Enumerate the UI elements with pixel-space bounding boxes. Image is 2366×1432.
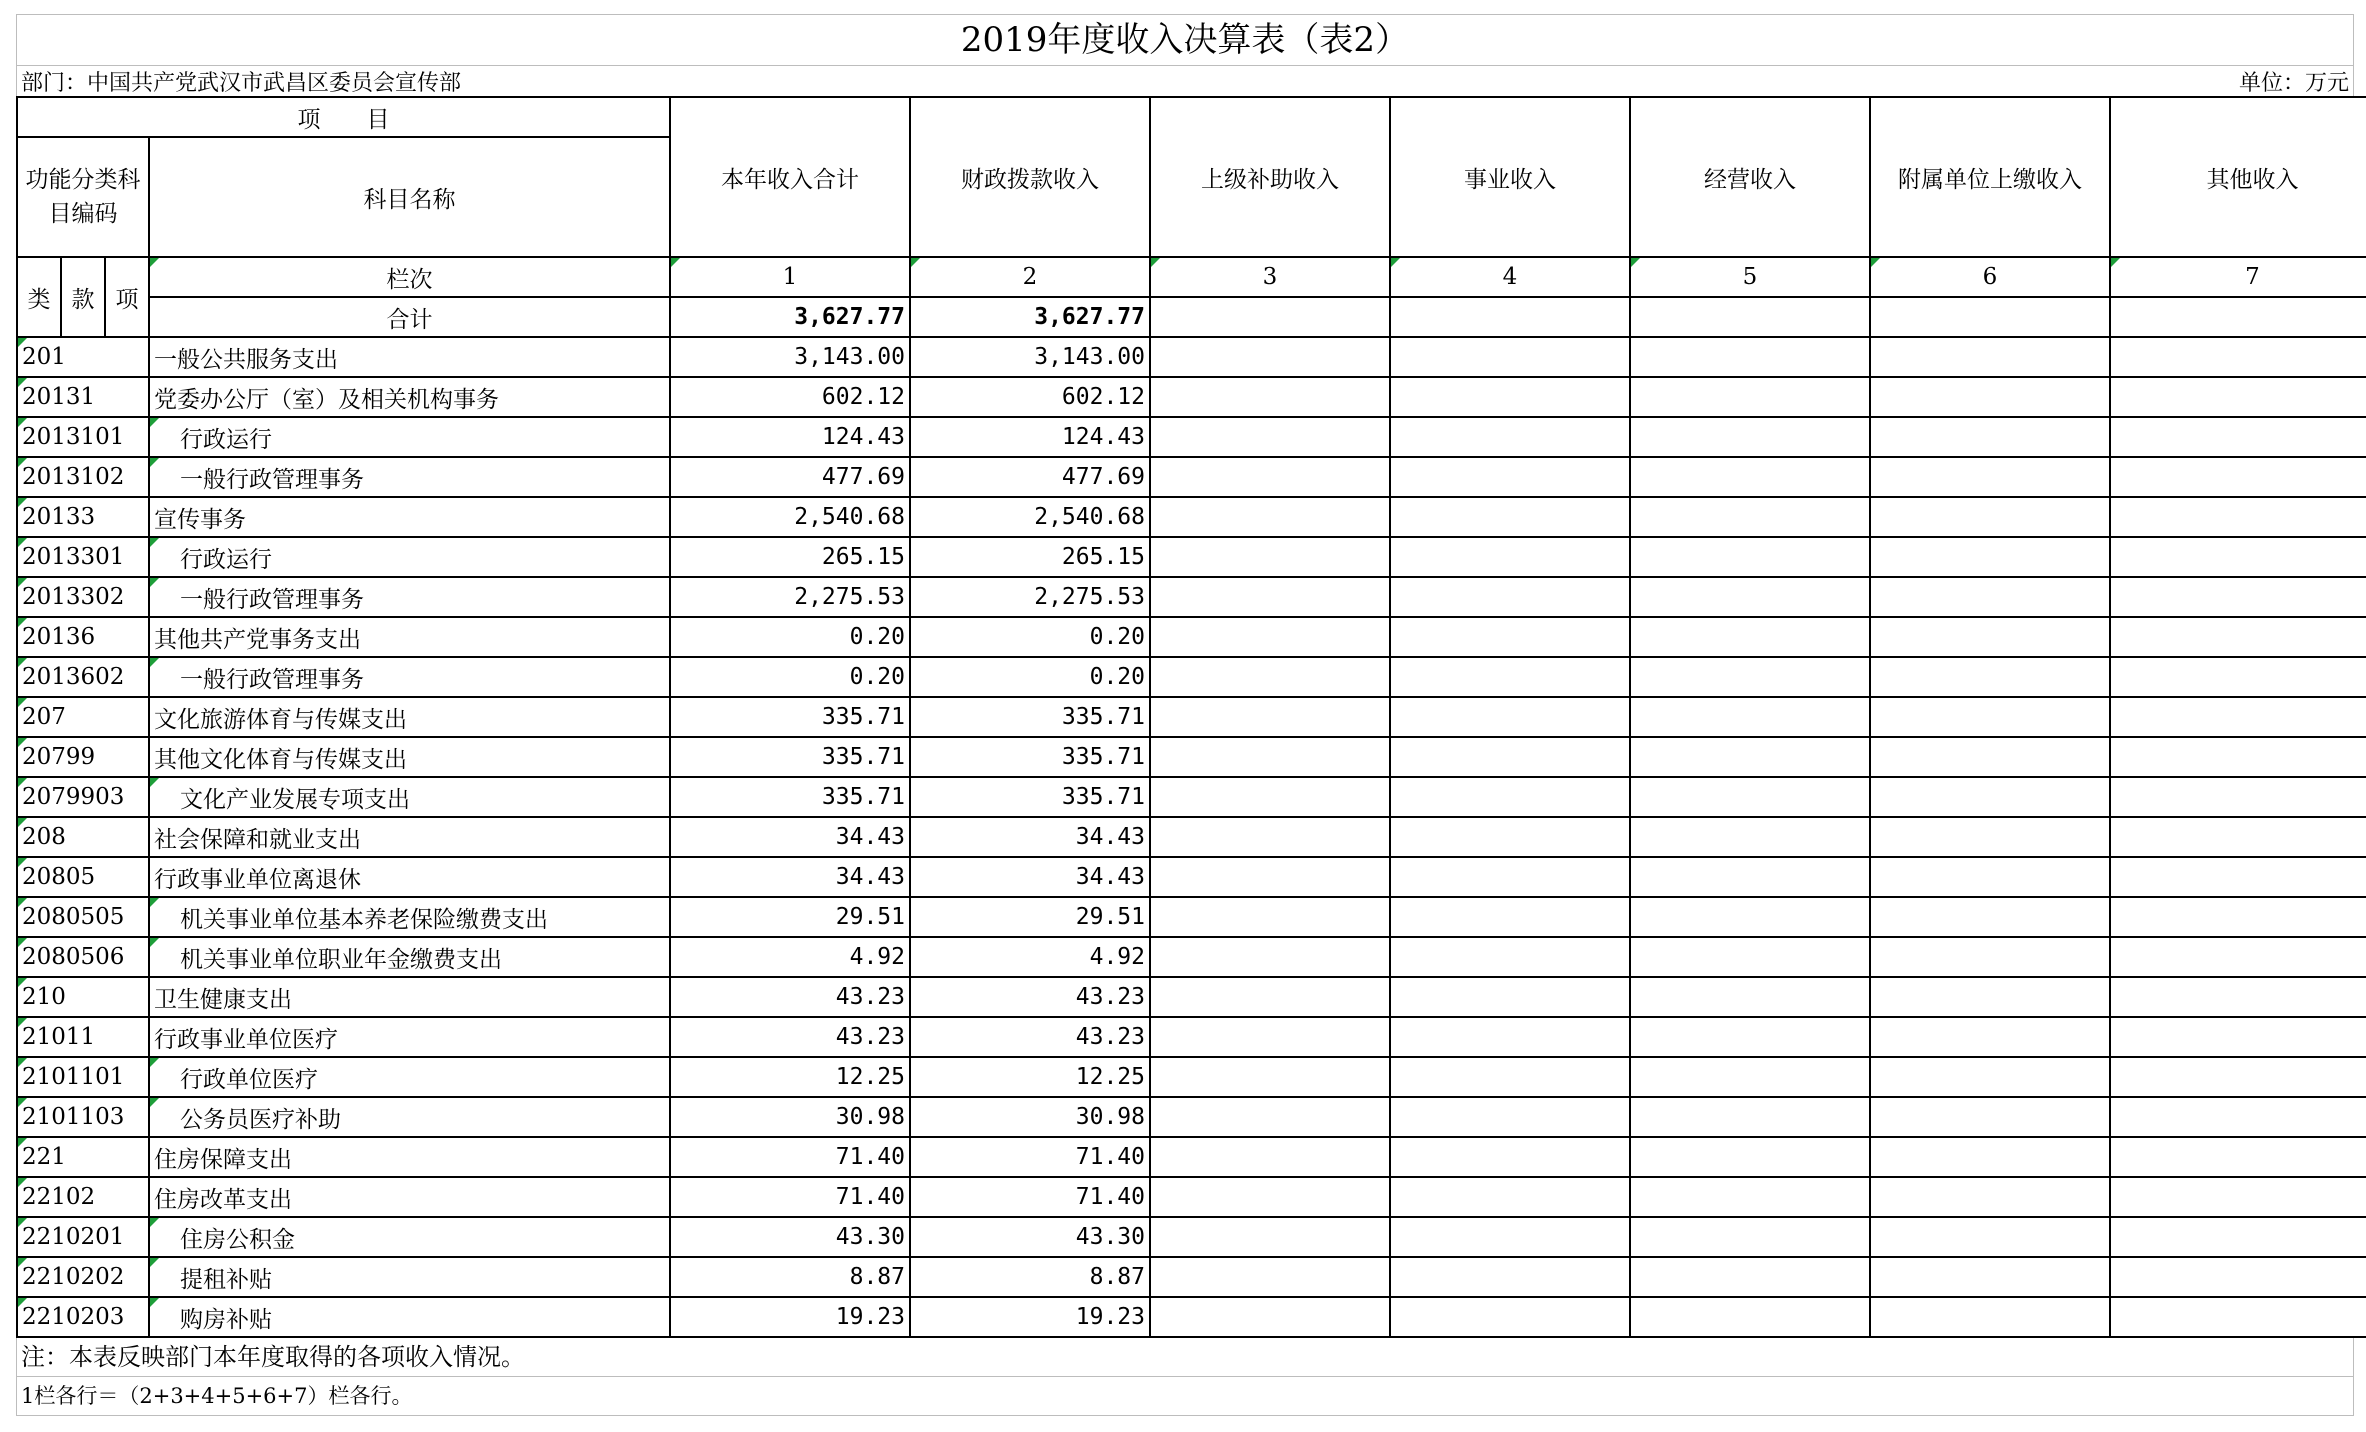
row-value-col-3 — [1150, 777, 1390, 817]
row-value-col-2: 602.12 — [910, 377, 1150, 417]
table-row — [17, 937, 2366, 977]
department-label: 部门：中国共产党武汉市武昌区委员会宣传部 — [21, 70, 462, 96]
row-name: 其他共产党事务支出 — [149, 617, 670, 657]
row-code: 2079903 — [17, 777, 149, 817]
row-name: 提租补贴 — [149, 1257, 670, 1297]
row-value-col-4 — [1390, 1097, 1630, 1137]
row-value-col-7 — [2110, 737, 2366, 777]
total-col-2: 3,627.77 — [910, 297, 1150, 337]
total-row — [17, 297, 2366, 337]
col-header-2: 财政拨款收入 — [910, 97, 1150, 257]
row-value-col-5 — [1630, 1097, 1870, 1137]
row-value-col-4 — [1390, 857, 1630, 897]
row-value-col-5 — [1630, 937, 1870, 977]
row-value-col-5 — [1630, 1137, 1870, 1177]
row-value-col-2: 2,275.53 — [910, 577, 1150, 617]
table-row — [17, 1257, 2366, 1297]
row-value-col-4 — [1390, 337, 1630, 377]
table-row — [17, 897, 2366, 937]
header-row-numbers — [17, 257, 2366, 297]
row-value-col-1: 265.15 — [670, 537, 910, 577]
row-value-col-1: 34.43 — [670, 817, 910, 857]
row-value-col-3 — [1150, 897, 1390, 937]
row-value-col-3 — [1150, 377, 1390, 417]
row-value-col-5 — [1630, 577, 1870, 617]
row-code: 2101103 — [17, 1097, 149, 1137]
row-value-col-5 — [1630, 1057, 1870, 1097]
row-value-col-3 — [1150, 1097, 1390, 1137]
row-value-col-2: 335.71 — [910, 697, 1150, 737]
row-value-col-2: 43.23 — [910, 1017, 1150, 1057]
col-header-5: 经营收入 — [1630, 97, 1870, 257]
row-value-col-5 — [1630, 497, 1870, 537]
row-value-col-6 — [1870, 377, 2110, 417]
row-value-col-7 — [2110, 977, 2366, 1017]
row-value-col-4 — [1390, 657, 1630, 697]
total-col-1: 3,627.77 — [670, 297, 910, 337]
table-row — [17, 537, 2366, 577]
row-value-col-6 — [1870, 617, 2110, 657]
row-value-col-1: 0.20 — [670, 617, 910, 657]
row-value-col-3 — [1150, 457, 1390, 497]
row-value-col-3 — [1150, 657, 1390, 697]
row-value-col-4 — [1390, 1177, 1630, 1217]
row-name: 行政运行 — [149, 537, 670, 577]
row-value-col-4 — [1390, 1057, 1630, 1097]
row-value-col-6 — [1870, 737, 2110, 777]
row-value-col-6 — [1870, 417, 2110, 457]
row-value-col-5 — [1630, 617, 1870, 657]
total-col-5 — [1630, 297, 1870, 337]
table-row — [17, 977, 2366, 1017]
row-value-col-2: 2,540.68 — [910, 497, 1150, 537]
table-row — [17, 1017, 2366, 1057]
row-code: 2101101 — [17, 1057, 149, 1097]
row-value-col-3 — [1150, 1057, 1390, 1097]
total-label: 合计 — [149, 297, 670, 337]
row-value-col-2: 71.40 — [910, 1177, 1150, 1217]
row-value-col-3 — [1150, 1017, 1390, 1057]
row-value-col-1: 71.40 — [670, 1177, 910, 1217]
row-value-col-3 — [1150, 497, 1390, 537]
row-name: 住房保障支出 — [149, 1137, 670, 1177]
row-value-col-7 — [2110, 657, 2366, 697]
row-value-col-7 — [2110, 1217, 2366, 1257]
row-value-col-5 — [1630, 1177, 1870, 1217]
row-name: 党委办公厅（室）及相关机构事务 — [149, 377, 670, 417]
row-value-col-4 — [1390, 737, 1630, 777]
row-value-col-1: 8.87 — [670, 1257, 910, 1297]
row-value-col-5 — [1630, 377, 1870, 417]
header-row-item — [17, 97, 2366, 137]
table-row — [17, 777, 2366, 817]
name-header: 科目名称 — [149, 137, 670, 257]
row-value-col-6 — [1870, 937, 2110, 977]
row-value-col-1: 43.23 — [670, 977, 910, 1017]
row-value-col-7 — [2110, 857, 2366, 897]
row-value-col-4 — [1390, 977, 1630, 1017]
row-value-col-1: 4.92 — [670, 937, 910, 977]
row-value-col-7 — [2110, 1097, 2366, 1137]
row-value-col-4 — [1390, 537, 1630, 577]
row-name: 住房公积金 — [149, 1217, 670, 1257]
row-code: 201 — [17, 337, 149, 377]
row-value-col-3 — [1150, 817, 1390, 857]
row-value-col-6 — [1870, 1097, 2110, 1137]
row-code: 20136 — [17, 617, 149, 657]
row-name: 公务员医疗补助 — [149, 1097, 670, 1137]
row-value-col-1: 335.71 — [670, 777, 910, 817]
row-value-col-3 — [1150, 617, 1390, 657]
row-code: 20131 — [17, 377, 149, 417]
row-value-col-4 — [1390, 1217, 1630, 1257]
row-value-col-6 — [1870, 977, 2110, 1017]
row-value-col-4 — [1390, 937, 1630, 977]
row-value-col-2: 43.23 — [910, 977, 1150, 1017]
row-value-col-3 — [1150, 977, 1390, 1017]
row-value-col-4 — [1390, 377, 1630, 417]
row-value-col-7 — [2110, 1017, 2366, 1057]
row-value-col-1: 335.71 — [670, 737, 910, 777]
row-code: 2013602 — [17, 657, 149, 697]
row-code: 2080505 — [17, 897, 149, 937]
row-value-col-3 — [1150, 697, 1390, 737]
row-value-col-6 — [1870, 1017, 2110, 1057]
income-table — [16, 96, 2366, 1338]
row-code: 2013102 — [17, 457, 149, 497]
row-value-col-4 — [1390, 1297, 1630, 1337]
row-value-col-1: 71.40 — [670, 1137, 910, 1177]
row-value-col-7 — [2110, 377, 2366, 417]
row-value-col-5 — [1630, 417, 1870, 457]
row-code: 2080506 — [17, 937, 149, 977]
row-value-col-4 — [1390, 617, 1630, 657]
table-row — [17, 337, 2366, 377]
row-value-col-1: 12.25 — [670, 1057, 910, 1097]
row-name: 住房改革支出 — [149, 1177, 670, 1217]
row-value-col-2: 4.92 — [910, 937, 1150, 977]
row-name: 卫生健康支出 — [149, 977, 670, 1017]
table-row — [17, 697, 2366, 737]
row-name: 机关事业单位职业年金缴费支出 — [149, 937, 670, 977]
row-code: 2210201 — [17, 1217, 149, 1257]
row-value-col-2: 477.69 — [910, 457, 1150, 497]
row-value-col-1: 602.12 — [670, 377, 910, 417]
table-row — [17, 1177, 2366, 1217]
row-value-col-7 — [2110, 1137, 2366, 1177]
row-value-col-5 — [1630, 817, 1870, 857]
row-value-col-7 — [2110, 777, 2366, 817]
row-value-col-6 — [1870, 817, 2110, 857]
row-value-col-1: 2,275.53 — [670, 577, 910, 617]
spreadsheet — [16, 14, 2354, 1416]
row-value-col-7 — [2110, 697, 2366, 737]
row-value-col-6 — [1870, 1137, 2110, 1177]
row-value-col-2: 19.23 — [910, 1297, 1150, 1337]
note-1: 注：本表反映部门本年度取得的各项收入情况。 — [16, 1338, 2354, 1377]
table-row — [17, 1137, 2366, 1177]
table-row — [17, 1297, 2366, 1337]
row-value-col-2: 12.25 — [910, 1057, 1150, 1097]
row-name: 文化产业发展专项支出 — [149, 777, 670, 817]
table-row — [17, 737, 2366, 777]
row-value-col-4 — [1390, 497, 1630, 537]
row-value-col-2: 265.15 — [910, 537, 1150, 577]
row-code: 2013301 — [17, 537, 149, 577]
col-number-5: 5 — [1630, 257, 1870, 297]
row-value-col-1: 43.30 — [670, 1217, 910, 1257]
row-value-col-1: 19.23 — [670, 1297, 910, 1337]
table-row — [17, 417, 2366, 457]
row-value-col-2: 8.87 — [910, 1257, 1150, 1297]
xiang-header: 项 — [105, 257, 149, 337]
row-value-col-3 — [1150, 857, 1390, 897]
table-row — [17, 817, 2366, 857]
col-number-7: 7 — [2110, 257, 2366, 297]
row-value-col-2: 29.51 — [910, 897, 1150, 937]
col-header-1: 本年收入合计 — [670, 97, 910, 257]
row-value-col-1: 43.23 — [670, 1017, 910, 1057]
col-number-3: 3 — [1150, 257, 1390, 297]
table-row — [17, 617, 2366, 657]
row-value-col-2: 0.20 — [910, 657, 1150, 697]
row-value-col-5 — [1630, 777, 1870, 817]
row-value-col-5 — [1630, 1257, 1870, 1297]
row-name: 机关事业单位基本养老保险缴费支出 — [149, 897, 670, 937]
row-value-col-2: 124.43 — [910, 417, 1150, 457]
row-value-col-3 — [1150, 1257, 1390, 1297]
row-name: 一般行政管理事务 — [149, 657, 670, 697]
row-value-col-6 — [1870, 457, 2110, 497]
row-value-col-5 — [1630, 1297, 1870, 1337]
row-value-col-6 — [1870, 897, 2110, 937]
code-header: 功能分类科目编码 — [17, 137, 149, 257]
row-value-col-3 — [1150, 417, 1390, 457]
col-number-4: 4 — [1390, 257, 1630, 297]
row-value-col-2: 335.71 — [910, 737, 1150, 777]
row-value-col-4 — [1390, 897, 1630, 937]
total-col-3 — [1150, 297, 1390, 337]
table-row — [17, 577, 2366, 617]
table-row — [17, 377, 2366, 417]
column-index-label: 栏次 — [149, 257, 670, 297]
row-value-col-1: 2,540.68 — [670, 497, 910, 537]
row-value-col-5 — [1630, 457, 1870, 497]
row-value-col-5 — [1630, 1217, 1870, 1257]
row-value-col-1: 29.51 — [670, 897, 910, 937]
row-value-col-3 — [1150, 577, 1390, 617]
item-header: 项 目 — [17, 97, 670, 137]
row-value-col-7 — [2110, 937, 2366, 977]
row-name: 文化旅游体育与传媒支出 — [149, 697, 670, 737]
total-col-7 — [2110, 297, 2366, 337]
row-value-col-7 — [2110, 457, 2366, 497]
row-value-col-4 — [1390, 697, 1630, 737]
row-value-col-1: 0.20 — [670, 657, 910, 697]
row-value-col-2: 34.43 — [910, 817, 1150, 857]
row-value-col-4 — [1390, 1017, 1630, 1057]
row-code: 20133 — [17, 497, 149, 537]
row-name: 一般行政管理事务 — [149, 457, 670, 497]
col-header-3: 上级补助收入 — [1150, 97, 1390, 257]
row-name: 社会保障和就业支出 — [149, 817, 670, 857]
row-code: 221 — [17, 1137, 149, 1177]
row-value-col-3 — [1150, 1137, 1390, 1177]
row-value-col-2: 34.43 — [910, 857, 1150, 897]
row-value-col-2: 335.71 — [910, 777, 1150, 817]
row-value-col-4 — [1390, 1257, 1630, 1297]
row-value-col-4 — [1390, 777, 1630, 817]
report-meta — [16, 65, 2354, 96]
row-value-col-4 — [1390, 817, 1630, 857]
row-value-col-5 — [1630, 697, 1870, 737]
row-value-col-2: 30.98 — [910, 1097, 1150, 1137]
row-code: 2210203 — [17, 1297, 149, 1337]
row-value-col-4 — [1390, 417, 1630, 457]
row-value-col-7 — [2110, 897, 2366, 937]
row-value-col-1: 30.98 — [670, 1097, 910, 1137]
row-value-col-7 — [2110, 337, 2366, 377]
col-number-1: 1 — [670, 257, 910, 297]
row-value-col-6 — [1870, 697, 2110, 737]
row-code: 2013302 — [17, 577, 149, 617]
row-value-col-7 — [2110, 1057, 2366, 1097]
row-value-col-6 — [1870, 537, 2110, 577]
row-value-col-6 — [1870, 857, 2110, 897]
row-name: 行政运行 — [149, 417, 670, 457]
row-code: 20805 — [17, 857, 149, 897]
col-header-7: 其他收入 — [2110, 97, 2366, 257]
table-row — [17, 1057, 2366, 1097]
row-value-col-7 — [2110, 1297, 2366, 1337]
row-value-col-7 — [2110, 617, 2366, 657]
row-value-col-6 — [1870, 777, 2110, 817]
table-row — [17, 1217, 2366, 1257]
total-col-4 — [1390, 297, 1630, 337]
row-value-col-6 — [1870, 577, 2110, 617]
row-name: 宣传事务 — [149, 497, 670, 537]
row-value-col-5 — [1630, 857, 1870, 897]
row-value-col-2: 71.40 — [910, 1137, 1150, 1177]
row-value-col-5 — [1630, 1017, 1870, 1057]
row-value-col-3 — [1150, 1217, 1390, 1257]
table-row — [17, 657, 2366, 697]
row-value-col-5 — [1630, 737, 1870, 777]
row-value-col-6 — [1870, 337, 2110, 377]
table-row — [17, 457, 2366, 497]
row-name: 一般公共服务支出 — [149, 337, 670, 377]
row-value-col-7 — [2110, 1177, 2366, 1217]
row-value-col-1: 34.43 — [670, 857, 910, 897]
row-value-col-4 — [1390, 457, 1630, 497]
row-value-col-3 — [1150, 337, 1390, 377]
row-value-col-5 — [1630, 337, 1870, 377]
row-value-col-6 — [1870, 1057, 2110, 1097]
row-name: 行政事业单位医疗 — [149, 1017, 670, 1057]
row-value-col-2: 3,143.00 — [910, 337, 1150, 377]
row-value-col-7 — [2110, 417, 2366, 457]
row-value-col-7 — [2110, 577, 2366, 617]
row-name: 行政事业单位离退休 — [149, 857, 670, 897]
row-value-col-1: 477.69 — [670, 457, 910, 497]
row-value-col-6 — [1870, 1217, 2110, 1257]
table-row — [17, 497, 2366, 537]
row-value-col-6 — [1870, 497, 2110, 537]
report-title: 2019年度收入决算表（表2） — [16, 14, 2354, 65]
row-code: 20799 — [17, 737, 149, 777]
col-number-6: 6 — [1870, 257, 2110, 297]
note-2: 1栏各行＝（2+3+4+5+6+7）栏各行。 — [16, 1377, 2354, 1416]
row-value-col-5 — [1630, 537, 1870, 577]
row-value-col-4 — [1390, 1137, 1630, 1177]
row-name: 购房补贴 — [149, 1297, 670, 1337]
row-value-col-1: 124.43 — [670, 417, 910, 457]
row-value-col-5 — [1630, 977, 1870, 1017]
row-value-col-4 — [1390, 577, 1630, 617]
unit-label: 单位：万元 — [2238, 70, 2349, 96]
col-number-2: 2 — [910, 257, 1150, 297]
row-value-col-3 — [1150, 1177, 1390, 1217]
row-code: 22102 — [17, 1177, 149, 1217]
row-value-col-5 — [1630, 897, 1870, 937]
row-value-col-7 — [2110, 537, 2366, 577]
row-value-col-6 — [1870, 657, 2110, 697]
col-header-6: 附属单位上缴收入 — [1870, 97, 2110, 257]
row-code: 208 — [17, 817, 149, 857]
row-value-col-1: 3,143.00 — [670, 337, 910, 377]
lei-header: 类 — [17, 257, 61, 337]
row-name: 行政单位医疗 — [149, 1057, 670, 1097]
table-row — [17, 857, 2366, 897]
row-name: 其他文化体育与传媒支出 — [149, 737, 670, 777]
row-value-col-7 — [2110, 817, 2366, 857]
row-value-col-6 — [1870, 1297, 2110, 1337]
row-code: 2210202 — [17, 1257, 149, 1297]
row-code: 207 — [17, 697, 149, 737]
row-code: 2013101 — [17, 417, 149, 457]
row-value-col-3 — [1150, 1297, 1390, 1337]
row-code: 21011 — [17, 1017, 149, 1057]
col-header-4: 事业收入 — [1390, 97, 1630, 257]
row-value-col-3 — [1150, 537, 1390, 577]
row-value-col-6 — [1870, 1257, 2110, 1297]
row-value-col-1: 335.71 — [670, 697, 910, 737]
total-col-6 — [1870, 297, 2110, 337]
row-value-col-3 — [1150, 937, 1390, 977]
kuan-header: 款 — [61, 257, 105, 337]
row-code: 210 — [17, 977, 149, 1017]
row-value-col-2: 0.20 — [910, 617, 1150, 657]
row-value-col-7 — [2110, 1257, 2366, 1297]
table-row — [17, 1097, 2366, 1137]
row-value-col-5 — [1630, 657, 1870, 697]
row-value-col-2: 43.30 — [910, 1217, 1150, 1257]
row-name: 一般行政管理事务 — [149, 577, 670, 617]
row-value-col-7 — [2110, 497, 2366, 537]
row-value-col-6 — [1870, 1177, 2110, 1217]
row-value-col-3 — [1150, 737, 1390, 777]
